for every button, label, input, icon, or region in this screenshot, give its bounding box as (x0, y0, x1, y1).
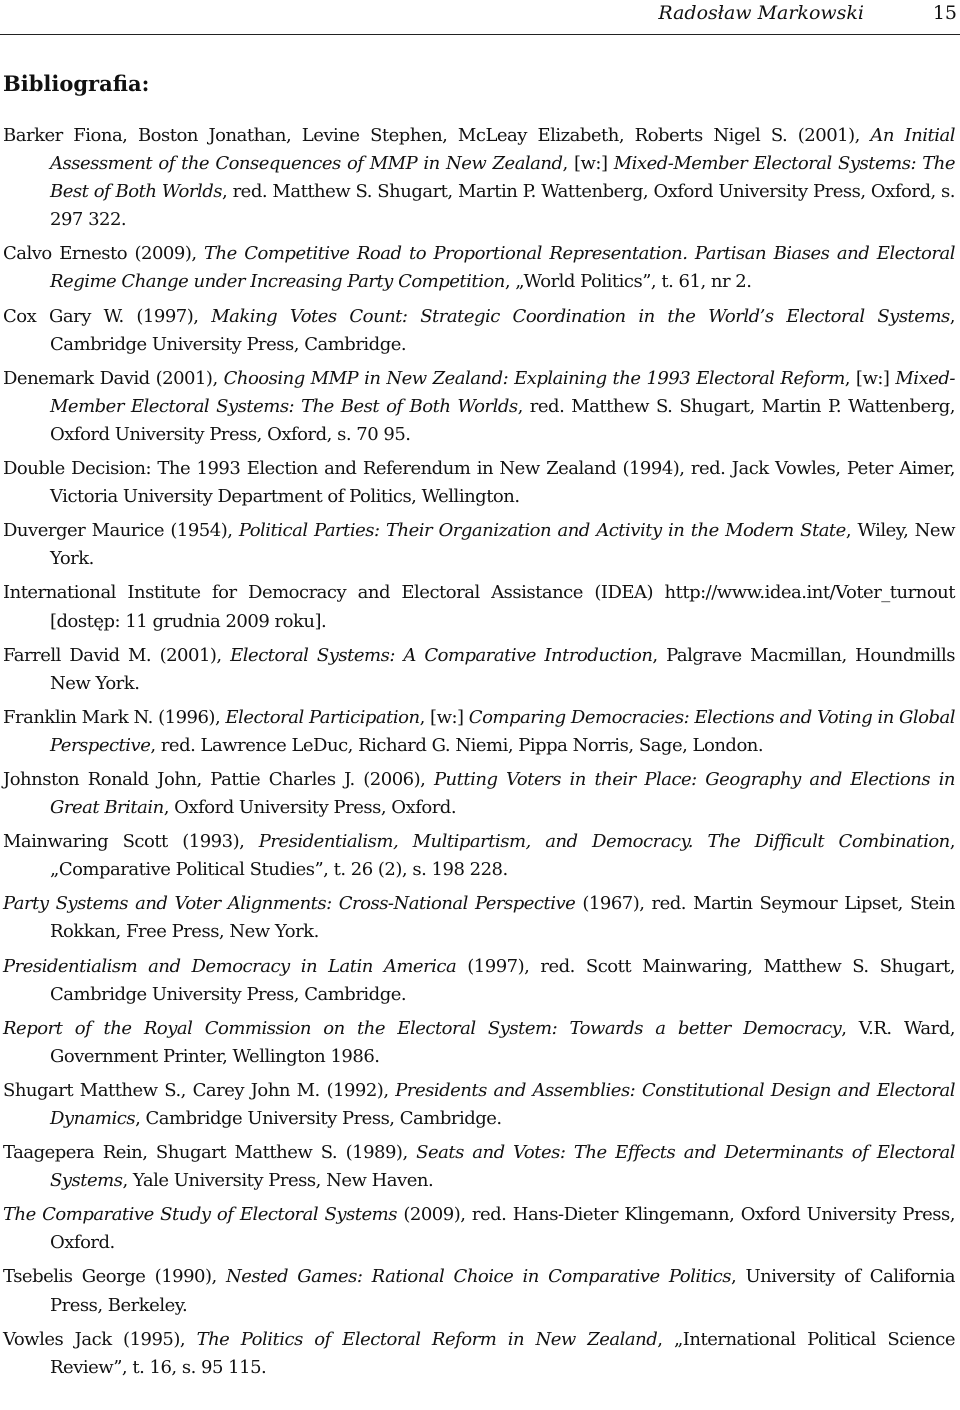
bibliography-entry (3, 890, 955, 946)
entry-text-segment: , red. Matthew S. Shugart, Martin P. Wattenberg, Oxford University Press, Oxford, s. 297 322. (50, 181, 955, 231)
entry-title-segment: Making Votes Count: Strategic Coordination in the World’s Electoral Systems (211, 305, 950, 327)
bibliography-entry (3, 303, 955, 359)
bibliography-entry (3, 704, 955, 760)
entry-title-segment: Choosing MMP in New Zealand: Explaining the 1993 Electoral Reform (223, 367, 845, 389)
entry-text-segment: , Yale University Press, New Haven. (122, 1170, 434, 1192)
entry-text-segment: , red. Lawrence LeDuc, Richard G. Niemi, Pippa Norris, Sage, London. (150, 734, 764, 756)
bibliography-entry (3, 517, 955, 573)
entry-title-segment: Seats and Votes: The Effects and Determinants of Electoral Systems (50, 1142, 955, 1192)
entry-text-segment: Denemark David (2001), (3, 367, 224, 389)
entry-title-segment: Nested Games: Rational Choice in Comparative Politics (226, 1266, 731, 1288)
entry-text-segment: , Palgrave Macmillan, Houndmills New York. (50, 644, 955, 694)
entry-title-segment: Political Parties: Their Organization and Activity in the Modern State (238, 520, 846, 542)
entry-text-segment: Farrell David M. (2001), (3, 644, 231, 666)
entry-text-segment: , Cambridge University Press, Cambridge. (50, 305, 955, 355)
entry-text-segment: International Institute for Democracy and Electoral Assistance (IDEA) http://www.idea.int/Voter_turnout [dostęp: 11 grudnia 2009 roku]. (3, 582, 955, 632)
entry-text-segment: Mainwaring Scott (1993), (3, 831, 259, 853)
entry-text-segment: Cox Gary W. (1997), (3, 305, 212, 327)
page-number: 15 (932, 2, 957, 24)
entry-text-segment: Duverger Maurice (1954), (3, 520, 239, 542)
entry-title-segment: Putting Voters in their Place: Geography and Elections in Great Britain (50, 768, 955, 819)
entry-text-segment: Johnston Ronald John, Pattie Charles J. (2006), (3, 768, 434, 790)
entry-text-segment: Tsebelis George (1990), (3, 1266, 226, 1288)
entry-title-segment: Presidentialism and Democracy in Latin America (3, 955, 457, 977)
bibliography-entry (3, 240, 955, 296)
entry-text-segment: (2009), red. Hans-Dieter Klingemann, Oxford University Press, Oxford. (50, 1204, 955, 1254)
entry-text-segment: , Wiley, New York. (50, 520, 955, 570)
entry-title-segment: Mixed-Member Electoral Systems: The Best of Both Worlds (50, 153, 955, 203)
running-head (0, 0, 960, 34)
entry-text-segment: , [w:] (562, 153, 614, 175)
entry-title-segment: Report of the Royal Commission on the Electoral System: Towards a better Democracy (3, 1017, 842, 1039)
entry-text-segment: Barker Fiona, Boston Jonathan, Levine Stephen, McLeay Elizabeth, Roberts Nigel S. (2001), (3, 125, 871, 146)
bibliography-entry (3, 1326, 955, 1382)
entry-title-segment: Electoral Participation (225, 706, 420, 728)
bibliography-entry (3, 1201, 955, 1257)
entry-text-segment: , „International Political Science Review”, t. 16, s. 95 115. (50, 1328, 956, 1378)
entry-title-segment: An Initial Assessment of the Consequences of MMP in New Zealand (50, 125, 955, 175)
bibliography-entry (3, 455, 955, 511)
entry-text-segment: Shugart Matthew S., Carey John M. (1992), (3, 1079, 396, 1101)
entry-text-segment: Double Decision: The 1993 Election and Referendum in New Zealand (1994), red. Jack Vowles, Peter Aimer, Victoria University Department of Politics, Wellington. (3, 458, 955, 508)
entry-title-segment: Presidentialism, Multipartism, and Democracy. The Difficult Combination (258, 831, 950, 853)
bibliography-entry (3, 1263, 955, 1319)
entry-text-segment: Taagepera Rein, Shugart Matthew S. (1989), (3, 1142, 417, 1164)
entry-title-segment: Comparing Democracies: Elections and Voting in Global Perspective (50, 706, 956, 756)
entry-text-segment: Calvo Ernesto (2009), (3, 243, 205, 265)
entry-title-segment: Electoral Systems: A Comparative Introduction (230, 644, 653, 666)
bibliography-entry (3, 766, 955, 822)
entry-title-segment: The Politics of Electoral Reform in New Zealand (196, 1328, 658, 1350)
entry-title-segment: The Competitive Road to Proportional Representation. Partisan Biases and Electoral Regime Change under Increasing Party Competition (50, 243, 955, 293)
bibliography-list (3, 122, 955, 1388)
bibliography-entry (3, 953, 955, 1009)
entry-title-segment: Party Systems and Voter Alignments: Cross-National Perspective (3, 893, 576, 915)
entry-text-segment: (1967), red. Martin Seymour Lipset, Stein Rokkan, Free Press, New York. (50, 893, 956, 943)
entry-text-segment: , „World Politics”, t. 61, nr 2. (504, 271, 752, 293)
entry-text-segment: , V.R. Ward, Government Printer, Wellington 1986. (50, 1017, 955, 1067)
bibliography-entry (3, 1015, 955, 1071)
entry-title-segment: Presidents and Assemblies: Constitutional Design and Electoral Dynamics (50, 1079, 955, 1129)
entry-text-segment: , „Comparative Political Studies”, t. 26 (2), s. 198 228. (50, 831, 955, 881)
entry-text-segment: (1997), red. Scott Mainwaring, Matthew S. Shugart, Cambridge University Press, Cambridge. (50, 955, 955, 1005)
bibliography-entry (3, 1139, 955, 1195)
header-rule (0, 34, 960, 35)
bibliography-entry (3, 1077, 955, 1133)
entry-text-segment: , [w:] (844, 367, 896, 389)
entry-text-segment: Vowles Jack (1995), (3, 1328, 197, 1350)
bibliography-entry (3, 122, 955, 234)
entry-text-segment: Franklin Mark N. (1996), (3, 706, 226, 728)
entry-title-segment: The Comparative Study of Electoral Systems (3, 1204, 397, 1226)
entry-title-segment: Mixed-Member Electoral Systems: The Best of Both Worlds (50, 367, 955, 417)
entry-text-segment: , Cambridge University Press, Cambridge. (135, 1108, 502, 1129)
bibliography-entry (3, 365, 955, 449)
entry-text-segment: , University of California Press, Berkeley. (50, 1266, 955, 1316)
running-head-author: Radosław Markowski (658, 2, 864, 24)
entry-text-segment: , [w:] (419, 706, 469, 728)
section-heading: Bibliografia: (3, 71, 150, 96)
entry-text-segment: , Oxford University Press, Oxford. (163, 797, 457, 819)
bibliography-entry (3, 642, 955, 698)
bibliography-entry (3, 579, 955, 635)
bibliography-entry (3, 828, 955, 884)
entry-text-segment: , red. Matthew S. Shugart, Martin P. Wattenberg, Oxford University Press, Oxford, s. 70 95. (50, 395, 955, 445)
